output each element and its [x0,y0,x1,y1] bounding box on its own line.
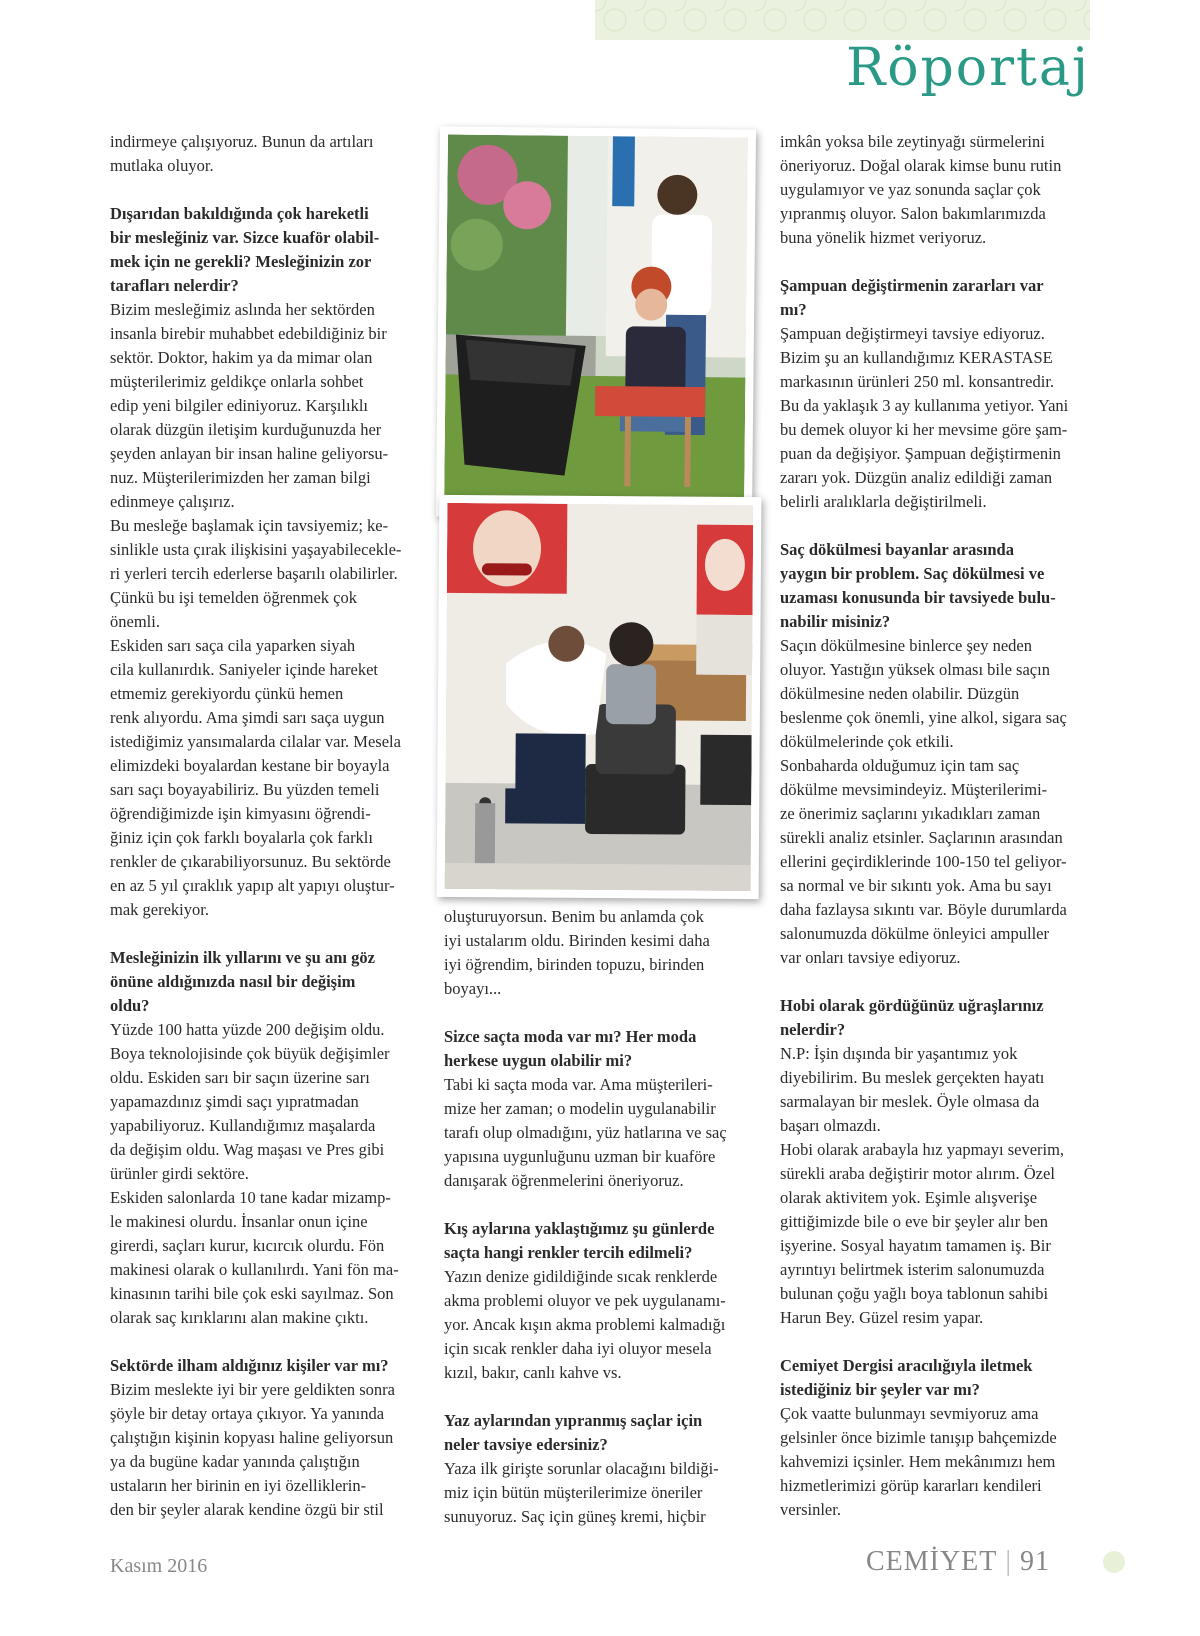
answer-line: Saçın dökülmesine binlerce şey neden [780,636,1033,655]
question-line: Cemiyet Dergisi aracılığıyla iletmek [780,1356,1033,1375]
answer-line: mak gerekiyor. [110,900,209,919]
question-line: nelerdir? [780,1020,846,1039]
text-column-2 [444,905,749,1553]
answer-line: sürekli araba değiştirir motor alırım. Özel [780,1164,1055,1183]
answer-line: diyebilirim. Bu meslek gerçekten hayatı [780,1068,1045,1087]
answer-line: ustaların her birinin en iyi özelliklerin- [110,1476,367,1495]
answer-line: renkler de çıkarabiliyorsunuz. Bu sektörde [110,852,391,871]
answer-line: olarak saç kırıklarını alan makine çıktı. [110,1308,369,1327]
question-heading [444,1409,749,1457]
answer-line: Şampuan değiştirmeyi tavsiye ediyoruz. [780,324,1045,343]
photo-garden-hairstyling [436,126,756,519]
answer-line: bulunan çoğu yağlı boya tablonun sahibi [780,1284,1049,1303]
page-number: 91 [1020,1546,1050,1577]
answer-line: Bizim meslekte iyi bir yere geldikten sonra [110,1380,396,1399]
question-heading [110,946,425,1018]
answer-line: yapabiliyoruz. Kullandığımız maşalarda [110,1116,376,1135]
answer-line: Bizim mesleğimiz aslında her sektörden [110,300,375,319]
question-line: önüne aldığınızda nasıl bir değişim [110,972,356,991]
answer-paragraph [110,1378,425,1522]
answer-line: tarafı olup olmadığını, yüz hatlarına ve saç [444,1123,727,1142]
section-title: Röportaj [846,38,1090,98]
answer-line: insanla birebir muhabbet edebildiğiniz bir [110,324,387,343]
answer-line: boyayı... [444,979,502,998]
answer-line: miz için bütün müşterilerimize öneriler [444,1483,703,1502]
answer-line: puan da değişiyor. Şampuan değiştirmenin [780,444,1061,463]
answer-paragraph [780,130,1095,250]
answer-line: bu demek oluyor ki her mevsime göre şam- [780,420,1068,439]
answer-paragraph [780,1402,1095,1522]
answer-line: kızıl, bakır, canlı kahve vs. [444,1363,622,1382]
answer-line: ğiniz için çok farklı boyalarla çok farklı [110,828,373,847]
answer-line: den bir şeyler alarak kendine özgü bir stil [110,1500,384,1519]
answer-line: gittiğimizde bile o eve bir şeyler alır ben [780,1212,1049,1231]
answer-line: beslenme çok önemli, yine alkol, sigara saç [780,708,1067,727]
question-line: neler tavsiye edersiniz? [444,1435,608,1454]
question-heading [780,274,1095,322]
answer-line: makinesi olarak o kullanılırdı. Yani fön ma- [110,1260,399,1279]
header-pattern-band [595,0,1090,40]
text-column-3 [780,130,1095,1546]
answer-line: N.P: İşin dışında bir yaşantımız yok [780,1044,1018,1063]
answer-line: istediğimiz yansımalarda cilalar var. Mesela [110,732,401,751]
answer-line: Tabi ki saçta moda var. Ama müşterileri- [444,1075,713,1094]
question-heading [780,538,1095,634]
answer-line: ri yerleri tercih ederlerse başarılı olabilirler. [110,564,398,583]
answer-line: Bizim şu an kullandığımız KERASTASE [780,348,1053,367]
answer-paragraph [780,322,1095,514]
answer-line: sa normal ve bir sıkıntı yok. Ama bu sayı [780,876,1052,895]
answer-line: öğrendiğimizde işin kimyasını öğrendi- [110,804,371,823]
answer-line: cila kullanırdık. Saniyeler içinde hareket [110,660,379,679]
question-line: Mesleğinizin ilk yıllarını ve şu anı göz [110,948,375,967]
answer-line: Çünkü bu işi temelden öğrenmek çok [110,588,357,607]
question-line: oldu? [110,996,150,1015]
question-line: nabilir misiniz? [780,612,891,631]
answer-paragraph [780,634,1095,970]
answer-line: imkân yoksa bile zeytinyağı sürmelerini [780,132,1045,151]
footer-date: Kasım 2016 [110,1555,208,1577]
answer-paragraph [110,1018,425,1330]
answer-line: Yaza ilk girişte sorunlar olacağını bildiği- [444,1459,719,1478]
question-line: bir mesleğiniz var. Sizce kuaför olabil- [110,228,380,247]
answer-line: Sonbaharda olduğumuz için tam saç [780,756,1020,775]
answer-line: dökülme mevsimindeyiz. Müşterilerimi- [780,780,1048,799]
photo-salon-illustration [445,503,754,891]
photo-garden-illustration [444,134,748,511]
answer-paragraph [444,1073,749,1193]
answer-line: Yazın denize gidildiğinde sıcak renklerde [444,1267,718,1286]
answer-line: ze önerimiz saçlarını yıkadıkları zaman [780,804,1041,823]
question-line: Kış aylarına yaklaştığımız şu günlerde [444,1219,715,1238]
answer-line: sinlikle usta çırak ilişkisini yaşayabilecekle- [110,540,402,559]
magazine-name: CEMİYET [865,1546,998,1577]
answer-paragraph [780,1042,1095,1330]
question-line: istediğiniz bir şeyler var mı? [780,1380,980,1399]
answer-line: Bu da yaklaşık 3 ay kullanıma yetiyor. Yani [780,396,1069,415]
answer-line: Harun Bey. Güzel resim yapar. [780,1308,984,1327]
answer-line: iyi ustalarım oldu. Birinden kesimi daha [444,931,710,950]
answer-line: başarı olmazdı. [780,1116,881,1135]
answer-line: sarı saçı boyayabiliriz. Bu yüzden temeli [110,780,380,799]
answer-line: girerdi, saçları kurur, kıcırcık olurdu. Fön [110,1236,385,1255]
answer-paragraph [110,130,425,178]
answer-line: Çok vaatte bulunmayı sevmiyoruz ama [780,1404,1039,1423]
answer-line: dökülmesine neden olabilir. Düzgün [780,684,1020,703]
question-line: Hobi olarak gördüğünüz uğraşlarınız [780,996,1044,1015]
answer-line: kinasının tarihi bile çok eski sayılmaz. Son [110,1284,394,1303]
question-heading [110,202,425,298]
question-heading [444,1025,749,1073]
answer-line: sarmalayan bir meslek. Öyle olmasa da [780,1092,1040,1111]
answer-line: oluyor. Yastığın yüksek olması bile saçın [780,660,1050,679]
answer-line: sunuyoruz. Saç için güneş kremi, hiçbir [444,1507,706,1526]
answer-line: en az 5 yıl çıraklık yapıp alt yapıyı oluştur- [110,876,395,895]
answer-line: indirmeye çalışıyoruz. Bunun da artıları [110,132,374,151]
photo-salon-interior [437,495,762,899]
answer-line: olarak aktivitem yok. Eşimle alışverişe [780,1188,1038,1207]
answer-line: yapamazdınız şimdi saçı yıpratmadan [110,1092,359,1111]
answer-line: yapısına uygunluğunu uzman bir kuaföre [444,1147,716,1166]
answer-line: olarak düzgün iletişim kurduğunuzda her [110,420,382,439]
question-line: Şampuan değiştirmenin zararları var [780,276,1044,295]
answer-line: zararı yok. Düzgün analiz edildiği zaman [780,468,1053,487]
question-heading [780,1354,1095,1402]
answer-line: Bu mesleğe başlamak için tavsiyemiz; ke- [110,516,389,535]
answer-line: salonumuzda dökülme önleyici ampuller [780,924,1049,943]
question-line: yaygın bir problem. Saç dökülmesi ve [780,564,1045,583]
answer-line: Yüzde 100 hatta yüzde 200 değişim oldu. [110,1020,385,1039]
answer-line: uygulamıyor ve yaz sonunda saçlar çok [780,180,1041,199]
answer-line: ürünler girdi sektöre. [110,1164,249,1183]
answer-line: var onları tavsiye ediyoruz. [780,948,961,967]
answer-line: Hobi olarak arabayla hız yapmayı severim, [780,1140,1065,1159]
question-line: Sektörde ilham aldığınız kişiler var mı? [110,1356,389,1375]
answer-line: dökülmelerinde çok etkili. [780,732,954,751]
question-line: Dışarıdan bakıldığında çok hareketli [110,204,369,223]
answer-line: sürekli analiz etsinler. Saçlarının arasından [780,828,1063,847]
text-column-1 [110,130,425,1546]
answer-line: ellerini geçirdiklerinde 100-150 tel geliyor- [780,852,1067,871]
question-heading [780,994,1095,1042]
answer-line: oldu. Eskiden sarı bir saçın üzerine sarı [110,1068,370,1087]
answer-line: şöyle bir detay ortaya çıkıyor. Ya yanında [110,1404,385,1423]
answer-line: şeyden anlayan bir insan haline geliyorsu- [110,444,389,463]
answer-line: yor. Ancak kışın akma problemi kalmadığı [444,1315,726,1334]
question-line: Sizce saçta moda var mı? Her moda [444,1027,697,1046]
footer-page-info [866,1546,1050,1578]
answer-line: le makinesi olurdu. İnsanlar onun içine [110,1212,368,1231]
question-line: herkese uygun olabilir mi? [444,1051,633,1070]
question-heading [110,1354,425,1378]
answer-line: mutlaka oluyor. [110,156,214,175]
answer-line: sektör. Doktor, hakim ya da mimar olan [110,348,373,367]
answer-paragraph [444,1457,749,1529]
question-line: tarafları nelerdir? [110,276,239,295]
footer-dot [1103,1551,1125,1573]
answer-line: işyerine. Sosyal hayatım tamamen iş. Bir [780,1236,1051,1255]
answer-line: mize her zaman; o modelin uygulanabilir [444,1099,716,1118]
answer-line: da değişim oldu. Wag maşası ve Pres gibi [110,1140,385,1159]
answer-paragraph [110,298,425,922]
answer-line: belirli aralıklarla değiştirilmeli. [780,492,987,511]
answer-line: Eskiden salonlarda 10 tane kadar mizamp- [110,1188,391,1207]
question-heading [444,1217,749,1265]
answer-line: yıpranmış oluyor. Salon bakımlarımızda [780,204,1046,223]
answer-line: Eskiden sarı saça cila yaparken siyah [110,636,356,655]
answer-line: müşterilerimiz geldikçe onlarla sohbet [110,372,364,391]
answer-line: danışarak öğrenmelerini öneriyoruz. [444,1171,684,1190]
answer-paragraph [444,1265,749,1385]
question-line: uzaması konusunda bir tavsiyede bulu- [780,588,1056,607]
answer-line: hizmetlerimizi görüp kararları kendileri [780,1476,1042,1495]
answer-line: edinmeye çalışırız. [110,492,235,511]
answer-line: renk alıyordu. Ama şimdi sarı saça uygun [110,708,385,727]
answer-line: elimizdeki boyalardan kestane bir boyayla [110,756,390,775]
answer-line: önemli. [110,612,160,631]
question-line: Yaz aylarından yıpranmış saçlar için [444,1411,703,1430]
answer-line: markasının ürünleri 250 ml. konsantredir. [780,372,1055,391]
answer-line: ayrıntıyı belirtmek isterim salonumuzda [780,1260,1045,1279]
answer-line: buna yönelik hizmet veriyoruz. [780,228,987,247]
answer-line: oluşturuyorsun. Benim bu anlamda çok [444,907,704,926]
question-line: mı? [780,300,807,319]
answer-line: versinler. [780,1500,841,1519]
answer-line: nuz. Müşterilerimizden her zaman bilgi [110,468,371,487]
question-line: saçta hangi renkler tercih edilmeli? [444,1243,693,1262]
answer-line: akma problemi oluyor ve pek uygulanamı- [444,1291,726,1310]
answer-paragraph [444,905,749,1001]
question-line: mek için ne gerekli? Mesleğinizin zor [110,252,372,271]
answer-line: daha fazlaysa sıkıntı var. Böyle durumlarda [780,900,1067,919]
answer-line: gelsinler önce bizimle tanışıp bahçemizde [780,1428,1057,1447]
answer-line: etmemiz gerekiyordu çünkü hemen [110,684,344,703]
answer-line: için sıcak renkler daha iyi oluyor mesela [444,1339,712,1358]
answer-line: kahvemizi içsinler. Hem mekânımızı hem [780,1452,1056,1471]
answer-line: çalıştığın kişinin kopyası haline geliyorsun [110,1428,394,1447]
answer-line: Boya teknolojisinde çok büyük değişimler [110,1044,390,1063]
footer-divider: | [1005,1546,1012,1577]
answer-line: ya da bugüne kadar yanında çalıştığın [110,1452,360,1471]
question-line: Saç dökülmesi bayanlar arasında [780,540,1014,559]
answer-line: öneriyoruz. Doğal olarak kimse bunu rutin [780,156,1062,175]
answer-line: edip yeni bilgiler ediniyoruz. Karşılıklı [110,396,368,415]
answer-line: iyi öğrendim, birinden topuzu, birinden [444,955,705,974]
